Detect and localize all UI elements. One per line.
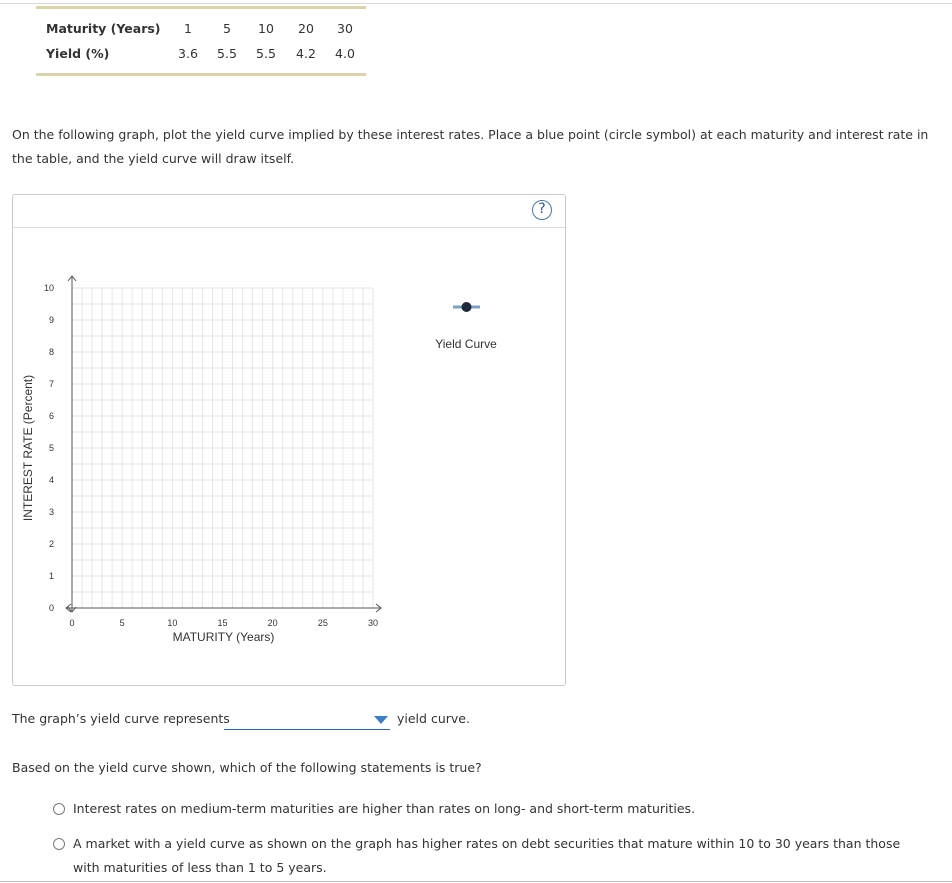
question-sentence-end: yield curve. bbox=[397, 711, 470, 726]
y-tick-label: 4 bbox=[48, 475, 54, 485]
yield-curve-tool-point[interactable] bbox=[462, 303, 471, 312]
x-tick-label: 15 bbox=[217, 618, 228, 628]
y-tick-label: 6 bbox=[48, 411, 54, 421]
y-tick-label: 0 bbox=[48, 603, 54, 613]
yield-cell: 5.5 bbox=[256, 46, 276, 61]
top-divider bbox=[0, 3, 952, 4]
yield-row-header: Yield (%) bbox=[46, 46, 110, 61]
table-bottom-border bbox=[36, 73, 366, 76]
y-tick-label: 7 bbox=[48, 379, 54, 389]
yield-table bbox=[36, 6, 366, 78]
option-label: A market with a yield curve as shown on the graph has higher rates on debt securities that mature within 10 to 30 years than those with maturities of less than 1 to 5 years. bbox=[73, 836, 901, 875]
yield-cell: 5.5 bbox=[217, 46, 237, 61]
yield-cell: 4.2 bbox=[296, 46, 316, 61]
help-icon[interactable]: ? bbox=[532, 200, 552, 220]
dropdown-arrow-icon bbox=[374, 716, 388, 724]
x-tick-label: 10 bbox=[167, 618, 178, 628]
radio-button[interactable] bbox=[53, 838, 65, 850]
maturity-cell: 10 bbox=[258, 21, 274, 36]
radio-button[interactable] bbox=[53, 803, 65, 815]
x-tick-label: 5 bbox=[119, 618, 125, 628]
maturity-cell: 30 bbox=[337, 21, 353, 36]
x-tick-label: 30 bbox=[367, 618, 379, 628]
y-tick-label: 1 bbox=[48, 571, 54, 581]
y-tick-label: 3 bbox=[48, 507, 54, 517]
yield-cell: 3.6 bbox=[178, 46, 198, 61]
y-tick-label: 8 bbox=[48, 347, 54, 357]
maturity-row-header: Maturity (Years) bbox=[46, 21, 161, 36]
yield-curve-type-dropdown[interactable] bbox=[224, 709, 390, 730]
y-tick-label: 10 bbox=[43, 283, 54, 293]
maturity-cell: 20 bbox=[298, 21, 314, 36]
y-axis-title: INTEREST RATE (Percent) bbox=[21, 374, 35, 522]
yield-curve-tool-label: Yield Curve bbox=[435, 337, 497, 351]
instructions-text: On the following graph, plot the yield curve implied by these interest rates. Place a blue point (circle symbol) at each maturity and interest rate in the table, and the yield curve will draw itself. bbox=[12, 127, 929, 166]
maturity-cell: 5 bbox=[223, 21, 231, 36]
x-tick-label: 25 bbox=[317, 618, 328, 628]
yield-curve-chart[interactable] bbox=[13, 195, 565, 685]
bottom-divider bbox=[0, 881, 952, 882]
x-axis-title: MATURITY (Years) bbox=[172, 630, 275, 644]
answer-option-2[interactable] bbox=[53, 835, 923, 883]
based-on-question: Based on the yield curve shown, which of the following statements is true? bbox=[12, 760, 482, 775]
x-tick-label: 20 bbox=[267, 618, 278, 628]
y-tick-label: 9 bbox=[48, 315, 54, 325]
graph-panel bbox=[12, 194, 566, 686]
table-top-border bbox=[36, 6, 366, 9]
maturity-cell: 1 bbox=[184, 21, 192, 36]
option-label: Interest rates on medium-term maturities are higher than rates on long- and short-term maturities. bbox=[73, 801, 696, 816]
question-sentence-start: The graph’s yield curve represents bbox=[12, 711, 230, 726]
yield-cell: 4.0 bbox=[335, 46, 355, 61]
x-tick-label: 0 bbox=[69, 618, 75, 628]
answer-option-1[interactable] bbox=[53, 800, 923, 824]
y-tick-label: 2 bbox=[48, 539, 54, 549]
y-tick-label: 5 bbox=[48, 443, 54, 453]
